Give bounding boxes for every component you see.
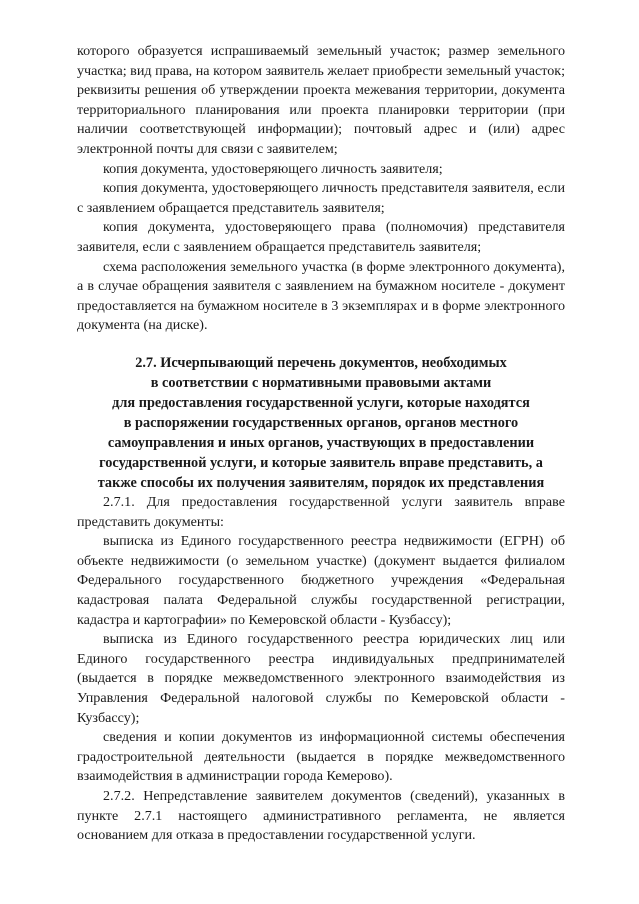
paragraph-2-7-1: 2.7.1. Для предоставления государственной услуги заявитель вправе представить документы: [77, 494, 565, 530]
paragraph-egrn-extract: выписка из Единого государственного реестра недвижимости (ЕГРН) об объекте недвижимости (о земельном участке) (документ выдается филиалом Федерального государственного бюджетного учреждения «Федеральная кадастровая палата Федеральной службы государственной регистрации, кадастра и картографии» по Кемеровской области - Кузбассу); [77, 533, 565, 628]
heading-line: 2.7. Исчерпывающий перечень документов, необходимых [135, 355, 507, 371]
section-heading [62, 353, 580, 493]
paragraph-egrul-extract: выписка из Единого государственного реестра юридических лиц или Единого государственного реестра индивидуальных предпринимателей (выдается в порядке межведомственного электронного взаимодействия из Управления Федеральной налоговой службы по Кемеровской области - Кузбассу); [77, 631, 565, 726]
heading-line: в распоряжении государственных органов, органов местного [123, 415, 519, 431]
paragraph-isogd-info: сведения и копии документов из информационной системы обеспечения градостроительной деятельности (выдается в порядке межведомственного взаимодействия в администрации города Кемерово). [77, 729, 565, 785]
heading-line: для предоставления государственной услуги, которые находятся [112, 395, 530, 411]
paragraph-land-plot-scheme: схема расположения земельного участка (в форме электронного документа), а в случае обращения заявителя с заявлением на бумажном носителе - документ предоставляется на бумажном носителе в 3 экземплярах и в форме электронного документа (на диске). [77, 258, 565, 334]
heading-line: государственной услуги, и которые заявитель вправе представить, а [99, 455, 543, 471]
paragraph-2-7-2: 2.7.2. Непредставление заявителем документов (сведений), указанных в пункте 2.7.1 настоящего административного регламента, не является основанием для отказа в предоставлении государственной услуги. [77, 787, 565, 844]
heading-line: самоуправления и иных органов, участвующих в предоставлении [107, 435, 535, 451]
heading-line: также способы их получения заявителям, порядок их представления [97, 475, 545, 491]
paragraph-identity-document: копия документа, удостоверяющего личность заявителя; [103, 160, 443, 177]
paragraph-representative-authority: копия документа, удостоверяющего права (полномочия) представителя заявителя, если с заявлением обращается представитель заявителя; [77, 219, 565, 255]
paragraph-application-contents: которого образуется испрашиваемый земельный участок; размер земельного участка; вид права, на котором заявитель желает приобрести земельный участок; реквизиты решения об утверждении проекта межевания территории, документа территориального планирования или проекта планировки территории (при наличии соответствующей информации); почтовый адрес и (или) адрес электронной почты для связи с заявителем; [77, 43, 565, 157]
heading-line: в соответствии с нормативными правовыми актами [150, 375, 492, 391]
section-body [77, 493, 565, 846]
requirements-list [77, 42, 565, 336]
paragraph-representative-identity: копия документа, удостоверяющего личность представителя заявителя, если с заявлением обращается представитель заявителя; [77, 180, 565, 216]
